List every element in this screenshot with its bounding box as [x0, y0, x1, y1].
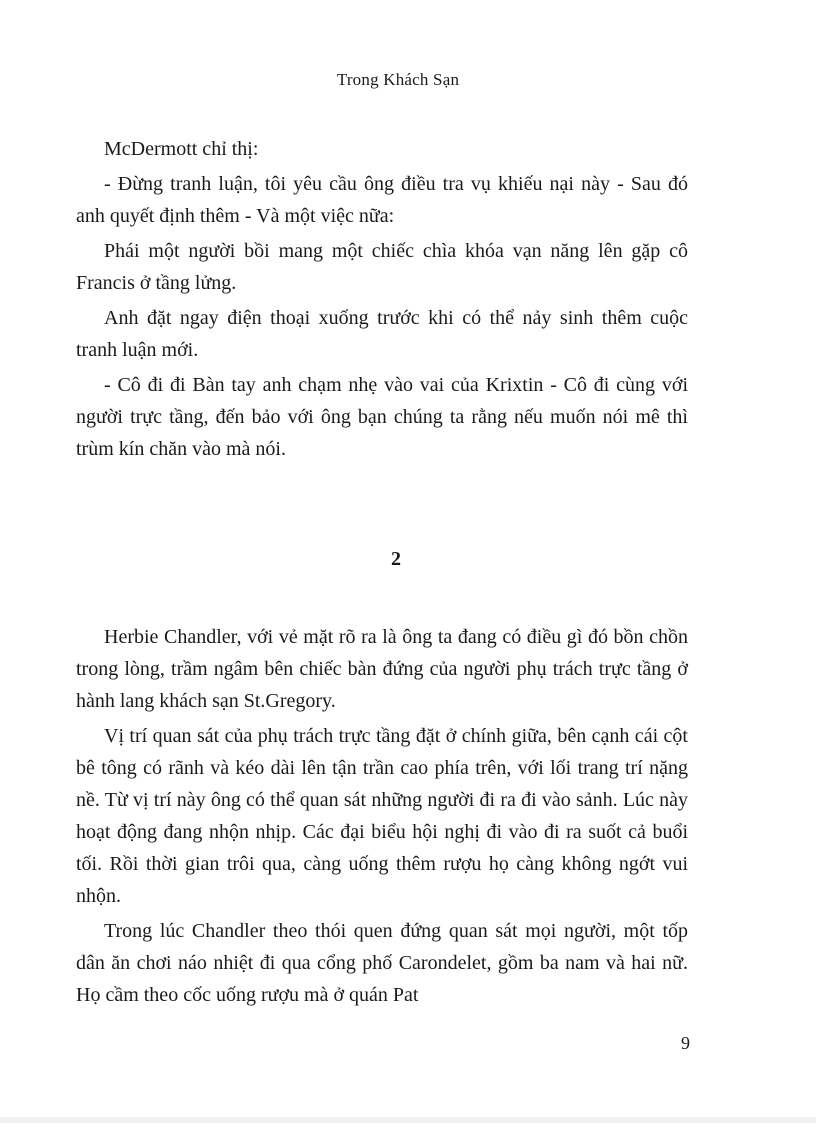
paragraph: Vị trí quan sát của phụ trách trực tầng đặt ở chính giữa, bên cạnh cái cột bê tông có rãnh và kéo dài lên tận trần cao phía trên, với lối trang trí nặng nề. Từ vị trí này ông có thể quan sát những người đi ra đi vào sảnh. Lúc này hoạt động đang nhộn nhịp. Các đại biểu hội nghị đi vào đi ra suốt cả buổi tối. Rồi thời gian trôi qua, càng uống thêm rượu họ càng không ngớt vui nhộn.	[76, 725, 688, 907]
paragraph: McDermott chỉ thị:	[104, 138, 259, 160]
page-bottom-edge	[0, 1117, 816, 1123]
paragraph: Trong lúc Chandler theo thói quen đứng quan sát mọi người, một tốp dân ăn chơi náo nhiệt đi qua cổng phố Carondelet, gồm ba nam và hai nữ. Họ cầm theo cốc uống rượu mà ở quán Pat	[76, 920, 688, 1006]
running-header: Trong Khách Sạn	[336, 70, 460, 89]
chapter-number: 2	[391, 548, 401, 570]
paragraph: Anh đặt ngay điện thoại xuống trước khi có thể nảy sinh thêm cuộc tranh luận mới.	[76, 307, 688, 361]
paragraph: Herbie Chandler, với vẻ mặt rõ ra là ông ta đang có điều gì đó bồn chồn trong lòng, trầm ngâm bên chiếc bàn đứng của người phụ trách trực tầng ở hành lang khách sạn St.Gregory.	[76, 626, 688, 712]
paragraph: Phái một người bồi mang một chiếc chìa khóa vạn năng lên gặp cô Francis ở tầng lửng.	[76, 240, 688, 294]
paragraph: - Cô đi đi Bàn tay anh chạm nhẹ vào vai của Krixtin - Cô đi cùng với người trực tầng, đến bảo với ông bạn chúng ta rằng nếu muốn nói mê thì trùm kín chăn vào mà nói.	[76, 374, 688, 460]
page-number: 9	[681, 1033, 690, 1053]
paragraph: - Đừng tranh luận, tôi yêu cầu ông điều tra vụ khiếu nại này - Sau đó anh quyết định thêm - Và một việc nữa:	[76, 173, 688, 227]
section-two-text	[76, 621, 688, 1014]
section-one-text	[76, 133, 688, 468]
